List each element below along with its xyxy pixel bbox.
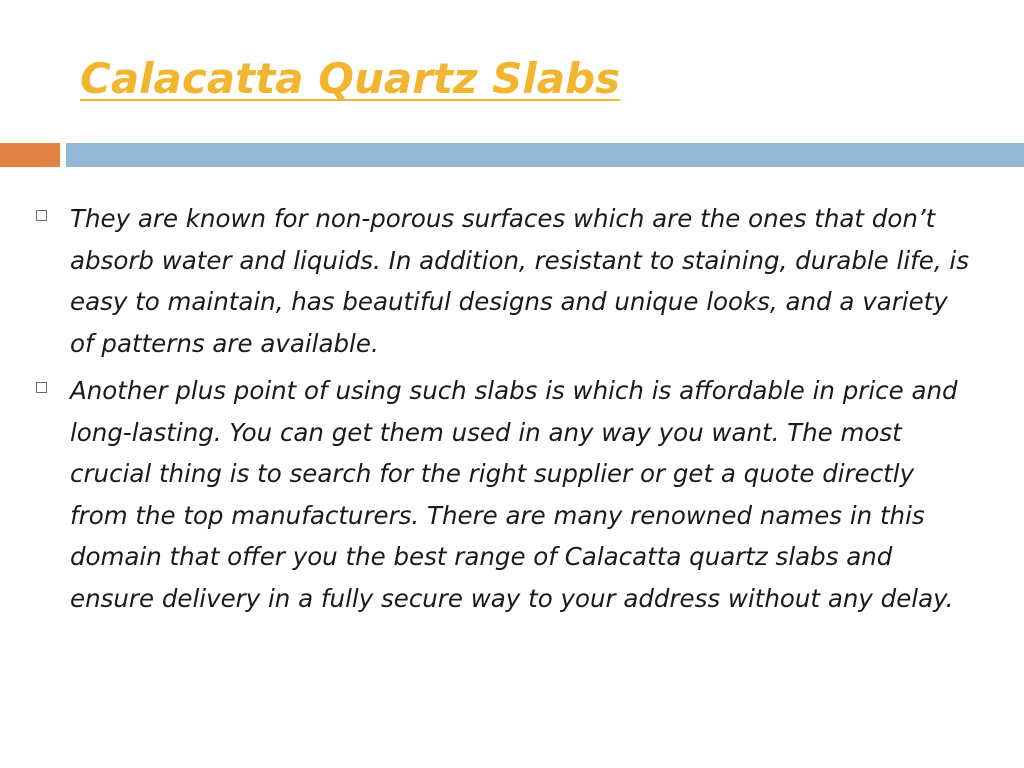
accent-bar-orange bbox=[0, 143, 60, 167]
bullet-list bbox=[36, 198, 976, 625]
square-bullet-icon bbox=[36, 210, 47, 221]
bullet-text: Another plus point of using such slabs is which is affordable in price and long-lasting. You can get them used in any way you want. The most crucial thing is to search for the right supplier or get a quote directly from the top manufacturers. There are many renowned names in this domain that offer you the best range of Calacatta quartz slabs and ensure delivery in a fully secure way to your address without any delay. bbox=[70, 376, 958, 613]
square-bullet-icon bbox=[36, 382, 47, 393]
bullet-item bbox=[36, 370, 976, 619]
bullet-item bbox=[36, 198, 976, 364]
bullet-text: They are known for non-porous surfaces which are the ones that don’t absorb water and liquids. In addition, resistant to staining, durable life, is easy to maintain, has beautiful designs and unique looks, and a variety of patterns are available. bbox=[70, 204, 969, 358]
slide-title: Calacatta Quartz Slabs bbox=[80, 54, 621, 103]
accent-bar-blue bbox=[66, 143, 1024, 167]
